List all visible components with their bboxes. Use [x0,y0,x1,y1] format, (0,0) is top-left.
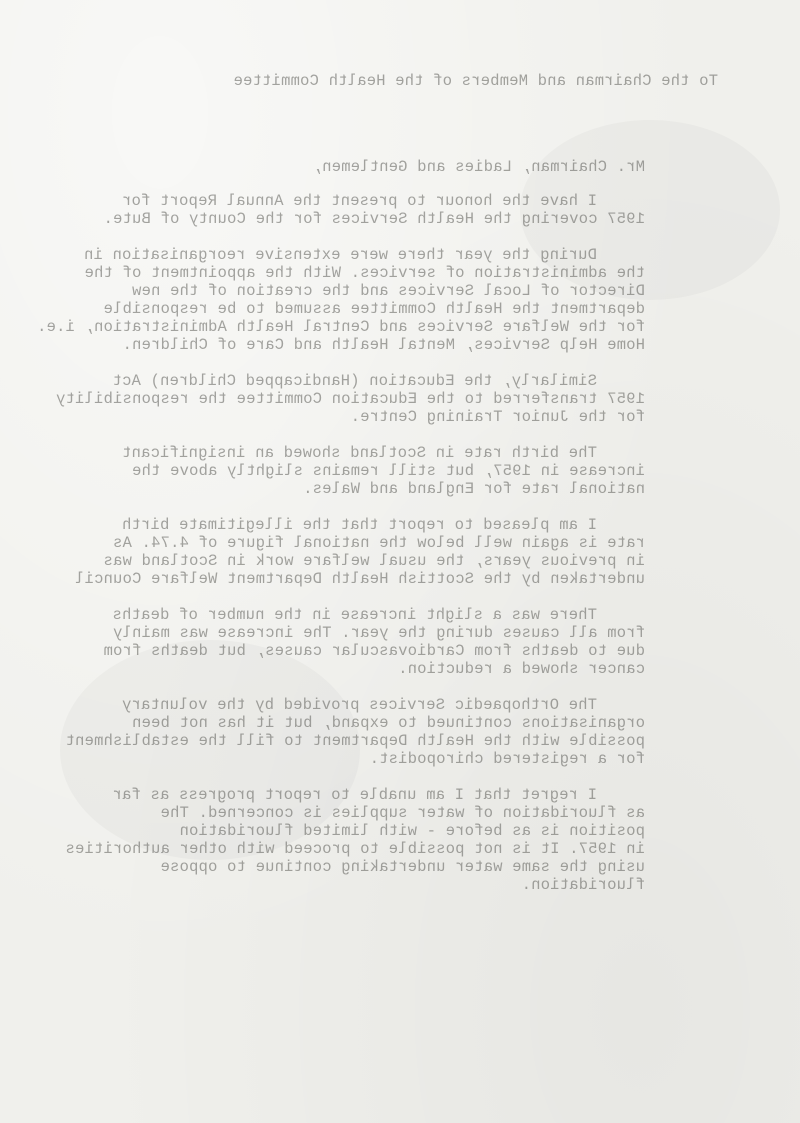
paragraph-line: for a registered chiropodist. [369,750,645,768]
paragraph-line: as fluoridation of water supplies is concerned. The [160,804,645,822]
paragraph-line: department the Health Committee assumed to be responsible [103,300,645,318]
paragraph-line: I regret that I am unable to report progress as far [112,786,597,804]
paragraph-line: undertaken by the Scottish Health Department Welfare Council [74,570,645,588]
paragraph-line: Director of Local Services and the creation of the new [131,282,645,300]
paragraph-line: due to deaths from Cardiovascular causes, but deaths from [103,642,645,660]
paragraph-line: I am pleased to report that the illegitimate birth [121,516,597,534]
paragraph-line: for the Junior Training Centre. [350,408,645,426]
paragraph-line: organisations continued to expand, but it has not been [131,714,645,732]
paragraph-line: in 1957. It is not possible to proceed with other authorities [65,840,645,858]
paragraph-line: rate is again well below the national figure of 4.74. As [112,534,645,552]
paragraph-line: increase in 1957, but still remains slightly above the [131,462,645,480]
paragraph-line: fluoridation. [521,876,645,894]
paragraph-line: I have the honour to present the Annual Report for [121,192,597,210]
paragraph-line: the administration of services. With the appointment of the [84,264,645,282]
paragraph-line: cancer showed a reduction. [397,660,645,678]
paragraph-line: The Orthopaedic Services provided by the voluntary [121,696,597,714]
paragraph-line: Home Help Services, Mental Health and Care of Children. [122,336,645,354]
paragraph-line: in previous years, the usual welfare work in Scotland was [103,552,645,570]
salutation: Mr. Chairman, Ladies and Gentlemen, [312,158,645,176]
paragraph-line: from all causes during the year. The increase was mainly [112,624,645,642]
paragraph-line: The birth rate in Scotland showed an insignificant [121,444,597,462]
heading-line: To the Chairman and Members of the Health Committee [233,72,718,90]
paragraph-line: position is as before - with limited fluoridation [179,822,645,840]
paragraph-line: 1957 covering the Health Services for the County of Bute. [103,210,645,228]
paragraph-line: for the Welfare Services and Central Health Administration, i.e. [36,318,645,336]
paragraph-line: using the same water undertaking continue to oppose [160,858,645,876]
paragraph-line: During the year there were extensive reorganisation in [83,246,597,264]
paragraph-line: 1957 transferred to the Education Committee the responsibility [55,390,645,408]
paragraph-line: There was a slight increase in the number of deaths [112,606,597,624]
paragraph-line: Similarly, the Education (Handicapped Children) Act [112,372,597,390]
paragraph-line: possible with the Health Department to fill the establishment [65,732,645,750]
paragraph-line: national rate for England and Wales. [302,480,645,498]
